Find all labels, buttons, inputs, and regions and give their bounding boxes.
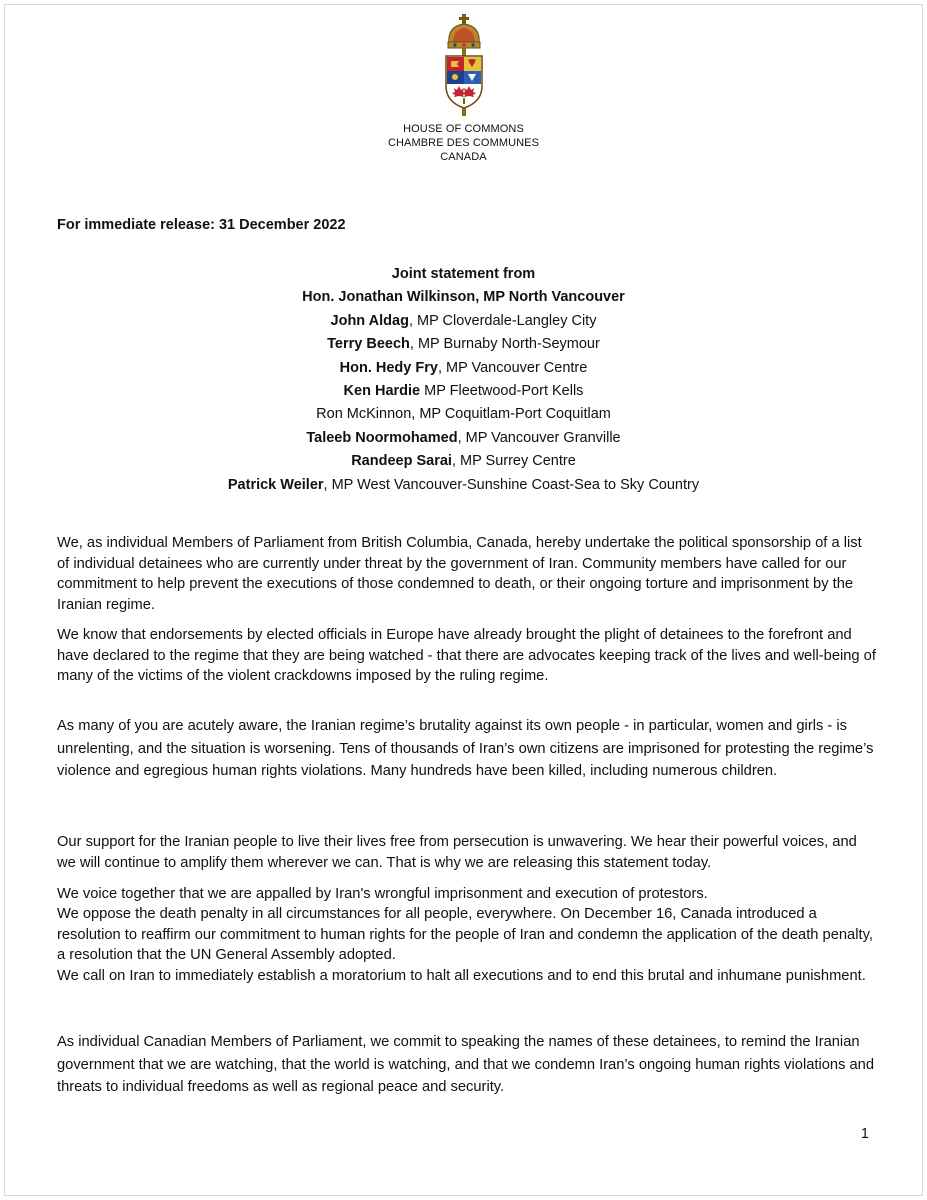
member-line: [0, 450, 927, 473]
member-line: [0, 474, 927, 497]
house-header-line-fr: CHAMBRE DES COMMUNES: [387, 137, 540, 149]
member-name: Taleeb Noormohamed: [306, 429, 458, 446]
house-header: [0, 122, 927, 164]
paragraph-commitment: As individual Canadian Members of Parliament, we commit to speaking the names of these detainees, to remind the Iranian government that we are watching, that the world is watching, and that we condemn Iran’s ongoing human rights violations and threats to individual freedoms as well as regional peace and security.: [57, 1034, 874, 1095]
member-riding: , MP West Vancouver-Sunshine Coast-Sea to Sky Country: [323, 476, 700, 493]
member-name: John Aldag: [330, 312, 409, 329]
member-name: Terry Beech: [327, 336, 410, 353]
paragraph-appalled: We voice together that we are appalled by Iran's wrongful imprisonment and execution of protestors.: [57, 886, 708, 902]
paragraph-sponsorship: We, as individual Members of Parliament from British Columbia, Canada, hereby undertake the political sponsorship of a list of individual detainees who are currently under threat by the government of Iran. Community members have called for our commitment to help prevent the executions of those condemned to death, or their ongoing torture and imprisonment by the Iranian regime.: [57, 535, 862, 613]
house-header-line-en: HOUSE OF COMMONS: [403, 123, 524, 135]
release-date: For immediate release: 31 December 2022: [57, 217, 346, 233]
member-riding: , MP Vancouver Centre: [437, 359, 588, 376]
member-line: [0, 427, 927, 450]
member-riding: , MP Surrey Centre: [451, 453, 576, 470]
member-line: [0, 310, 927, 333]
house-header-line-country: CANADA: [440, 151, 487, 163]
member-riding: , MP Cloverdale-Langley City: [408, 312, 597, 329]
member-line: [0, 380, 927, 403]
member-name: Hon. Jonathan Wilkinson, MP North Vancouver: [302, 289, 625, 306]
member-name: Patrick Weiler: [227, 476, 324, 493]
paragraph-death-penalty: We oppose the death penalty in all circumstances for all people, everywhere. On December 16, Canada introduced a resolution to reaffirm our commitment to human rights for the people of Iran and condemn the application of the death penalty, a resolution that the UN General Assembly adopted.: [57, 906, 873, 963]
member-riding: Ron McKinnon, MP Coquitlam-Port Coquitlam: [316, 406, 611, 423]
joint-statement-block: [0, 263, 927, 497]
paragraph-support: Our support for the Iranian people to live their lives free from persecution is unwavering. We hear their powerful voices, and we will continue to amplify them wherever we can. That is why we are releasing this statement today.: [57, 834, 857, 871]
paragraph-brutality: As many of you are acutely aware, the Iranian regime’s brutality against its own people - in particular, women and girls - is unrelenting, and the situation is worsening. Tens of thousands of Iran’s own citizens are imprisoned for protesting the regime’s violence and egregious human rights violations. Many hundreds have been killed, including numerous children.: [57, 718, 874, 779]
member-riding: , MP Vancouver Granville: [457, 429, 621, 446]
joint-statement-title: Joint statement from: [391, 266, 536, 282]
paragraph-endorsements: We know that endorsements by elected officials in Europe have already brought the plight of detainees to the forefront and have declared to the regime that they are being watched - that there are advocates keeping track of the lives and well-being of many of the victims of the violent crackdowns imposed by the ruling regime.: [57, 627, 876, 684]
house-of-commons-crest-icon: [435, 12, 493, 118]
member-line: [0, 403, 927, 426]
member-riding: MP Fleetwood-Port Kells: [420, 383, 584, 400]
member-riding: , MP Burnaby North-Seymour: [409, 336, 600, 353]
page-number: 1: [860, 1126, 869, 1142]
member-name: Ken Hardie: [343, 383, 421, 400]
member-name: Randeep Sarai: [351, 453, 452, 470]
member-line: [0, 333, 927, 356]
paragraph-moratorium: We call on Iran to immediately establish a moratorium to halt all executions and to end this brutal and inhumane punishment.: [57, 968, 866, 984]
member-line: [0, 286, 927, 309]
member-name: Hon. Hedy Fry: [339, 359, 438, 376]
member-line: [0, 357, 927, 380]
